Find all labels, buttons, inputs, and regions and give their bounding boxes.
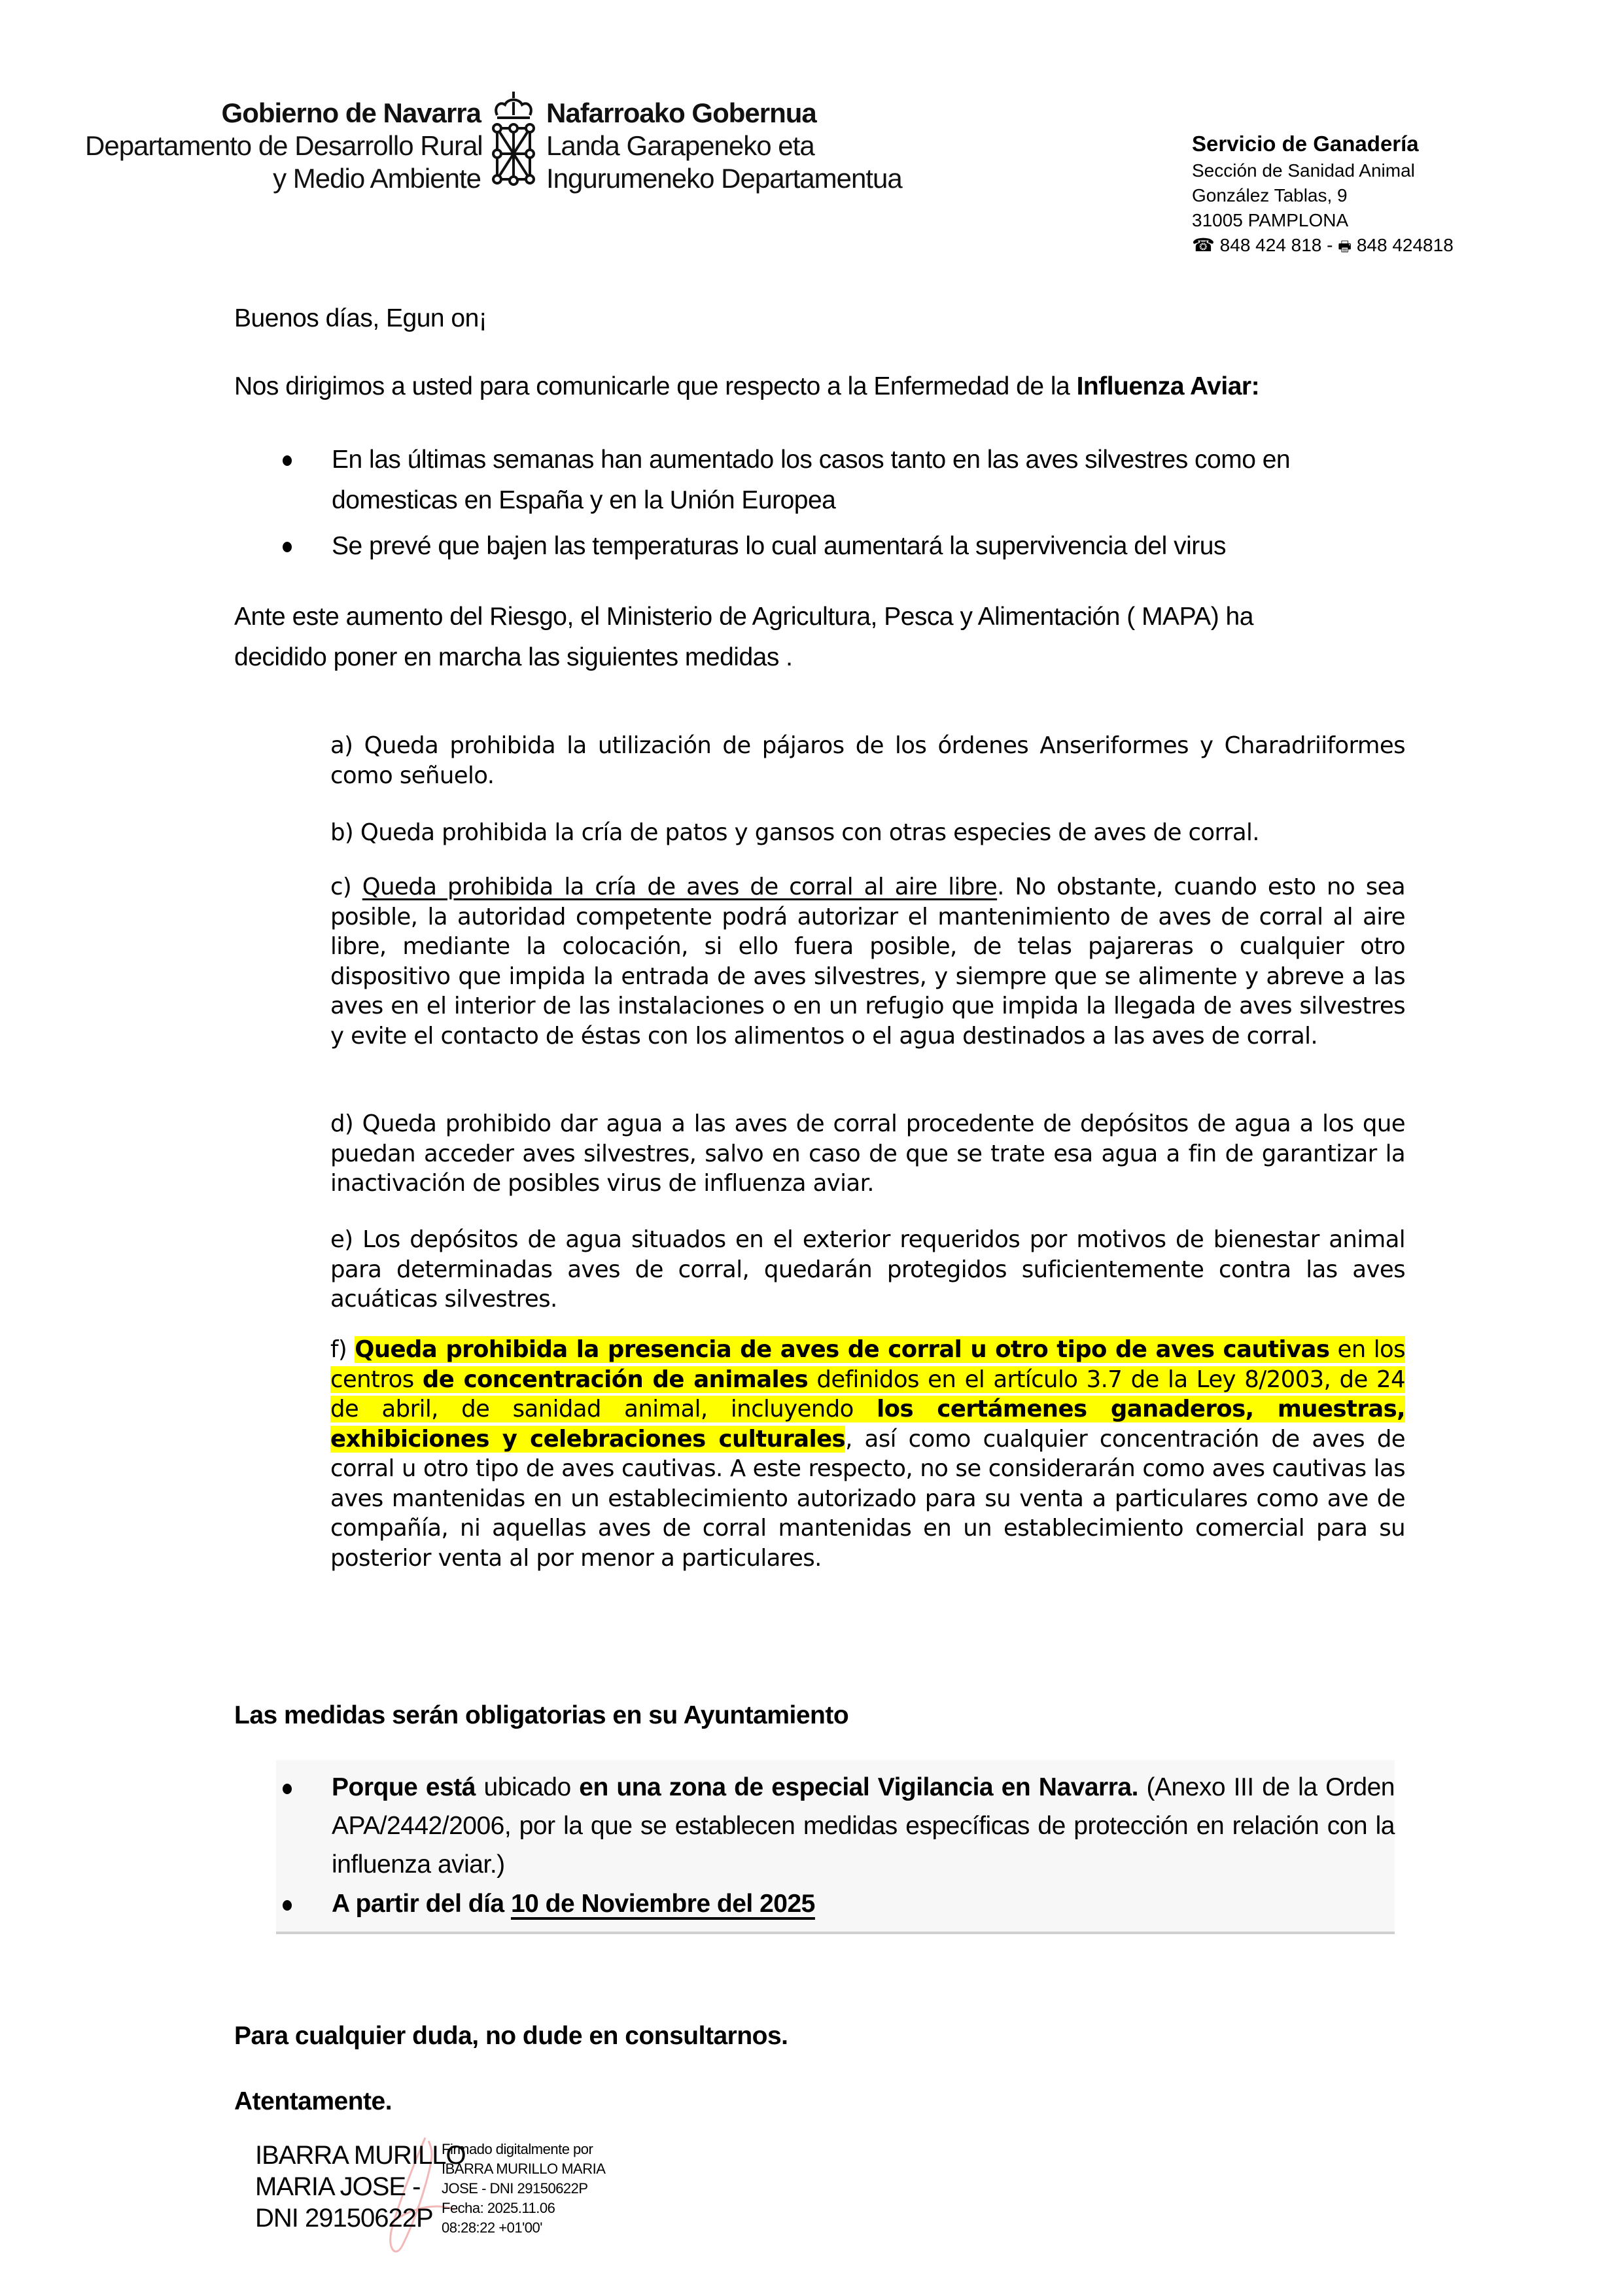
signature-details [442, 2140, 605, 2238]
greeting: Buenos días, Egun on¡ [234, 304, 487, 332]
risk-paragraph-line: Ante este aumento del Riesgo, el Ministerio de Agricultura, Pesca y Alimentación ( MAPA) ha [234, 603, 1253, 631]
navarra-coat-of-arms-icon [491, 89, 536, 194]
signature-detail-line: JOSE - DNI 29150622P [442, 2180, 588, 2197]
bold-text: A partir del día [332, 1890, 511, 1918]
highlighted-text: definidos en el artículo 3.7 de la Ley 8/2003, de 24 de abril, de sanidad animal, incluyendo [330, 1366, 1405, 1422]
measure-f [330, 1335, 1405, 1573]
logo-line: Departamento de Desarrollo Rural [85, 130, 483, 161]
signer-name-line: DNI 29150622P [255, 2204, 433, 2233]
logo-line: Ingurumeneko Departamentua [546, 163, 902, 194]
bold-text: Porque está [332, 1773, 476, 1801]
city: 31005 PAMPLONA [1192, 210, 1349, 230]
logo-line: Nafarroako Gobernua [546, 97, 816, 128]
bullet-icon [283, 1900, 292, 1911]
street-address: González Tablas, 9 [1192, 185, 1348, 205]
disease-name: Influenza Aviar: [1076, 372, 1260, 400]
highlighted-bold-text: los certámenes ganaderos, muestras, exhibiciones y celebraciones culturales [330, 1396, 1406, 1453]
bullet-icon [283, 455, 292, 466]
legal-reference: (Anexo III de la Orden APA/2442/2006, por la que se establecen medidas específicas de protección en relación con la influenza aviar.) [332, 1773, 1395, 1879]
list-item: Se prevé que bajen las temperaturas lo cual aumentará la supervivencia del virus [332, 532, 1226, 560]
intro-paragraph [234, 366, 1259, 407]
sign-off: Atentamente. [234, 2087, 393, 2115]
text: ubicado [475, 1773, 580, 1801]
measure-label: f) [330, 1336, 355, 1363]
bullet-icon [283, 542, 292, 552]
government-logo [85, 97, 916, 205]
intro-text: Nos dirigimos a usted para comunicarle que respecto a la Enfermedad de la [234, 372, 1077, 400]
fax-number: 848 424818 [1356, 235, 1454, 255]
contact-note: Para cualquier duda, no dude en consultarnos. [234, 2022, 788, 2050]
service-name: Servicio de Ganadería [1192, 132, 1419, 156]
section-name: Sección de Sanidad Animal [1192, 160, 1415, 181]
obligation-heading: Las medidas serán obligatorias en su Ayuntamiento [234, 1701, 849, 1729]
highlighted-text: en los centros [330, 1336, 1405, 1393]
measure-e: e) Los depósitos de agua situados en el exterior requeridos por motivos de bienestar animal para determinadas aves de corral, quedarán protegidos suficientemente contra las aves acuáticas silvestres. [330, 1226, 1405, 1313]
list-item: En las últimas semanas han aumentado los casos tanto en las aves silvestres como en [332, 446, 1291, 474]
signature-detail-line: Firmado digitalmente por [442, 2141, 593, 2157]
telephone-icon: ☎ [1192, 235, 1215, 255]
list-item-continuation: domesticas en España y en la Unión Europea [332, 486, 836, 514]
signer-name-line: MARIA JOSE - [255, 2172, 421, 2201]
obligation-item-zone [332, 1768, 1395, 1884]
measure-label: c) [330, 874, 362, 900]
signer-name-line: IBARRA MURILLO [255, 2141, 466, 2170]
separator: - [1321, 235, 1338, 255]
logo-line: Gobierno de Navarra [221, 97, 481, 128]
obligation-item-date [332, 1884, 1395, 1923]
zone-name: en una zona de especial Vigilancia en Navarra. [579, 1773, 1138, 1801]
logo-basque-text [546, 97, 902, 195]
measure-b: b) Queda prohibida la cría de patos y gansos con otras especies de aves de corral. [330, 819, 1259, 846]
logo-line: Landa Garapeneko eta [546, 130, 814, 161]
signature-time: 08:28:22 +01'00' [442, 2219, 542, 2236]
highlighted-bold-text: Queda prohibida la presencia de aves de corral u otro tipo de aves cautivas [355, 1336, 1330, 1363]
measure-c-text: . No obstante, cuando esto no sea posible, la autoridad competente podrá autorizar el mantenimiento de aves de corral al aire libre, mediante la colocación, si ello fuera posible, de telas pajareras o cualquier otro dispositivo que impida la entrada de aves silvestres, y siempre que se alimente y abreve a las aves en el interior de las instalaciones o en un refugio que impida la llegada de aves silvestres y evite el contacto de éstas con los alimentos o el agua destinados a las aves de corral. [330, 874, 1405, 1050]
phone-number: 848 424 818 [1219, 235, 1322, 255]
measure-d: d) Queda prohibido dar agua a las aves de corral procedente de depósitos de agua a los que puedan acceder aves silvestres, salvo en caso de que se trate esa agua a fin de garantizar la inactivación de posibles virus de influenza aviar. [330, 1110, 1405, 1197]
signature-date: Fecha: 2025.11.06 [442, 2200, 555, 2216]
measure-f-text: , así como cualquier concentración de aves de corral u otro tipo de aves cautivas. A este respecto, no se considerarán como aves cautivas las aves mantenidas en un establecimiento autorizado para su venta a particulares como ave de compañía, ni aquellas aves de corral mantenidas en un establecimiento comercial para su posterior venta al por menor a particulares. [330, 1425, 1405, 1572]
measure-c [330, 872, 1405, 1051]
contact-numbers [1192, 233, 1454, 259]
highlighted-bold-text: de concentración de animales [422, 1366, 809, 1393]
logo-line: y Medio Ambiente [273, 163, 481, 194]
measure-a: a) Queda prohibida la utilización de pájaros de los órdenes Anseriformes y Charadriiformes como señuelo. [330, 732, 1405, 789]
signature-detail-line: IBARRA MURILLO MARIA [442, 2161, 606, 2177]
measure-c-underlined: Queda prohibida la cría de aves de corral al aire libre [362, 874, 998, 900]
sender-address [1192, 130, 1454, 259]
fax-icon: 🖶 [1338, 238, 1352, 255]
effective-date: 10 de Noviembre del 2025 [510, 1890, 815, 1918]
bullet-icon [283, 1784, 292, 1794]
logo-spanish-text [85, 97, 481, 195]
signer-name [255, 2140, 466, 2234]
risk-paragraph-line: decidido poner en marcha las siguientes medidas . [234, 643, 793, 671]
